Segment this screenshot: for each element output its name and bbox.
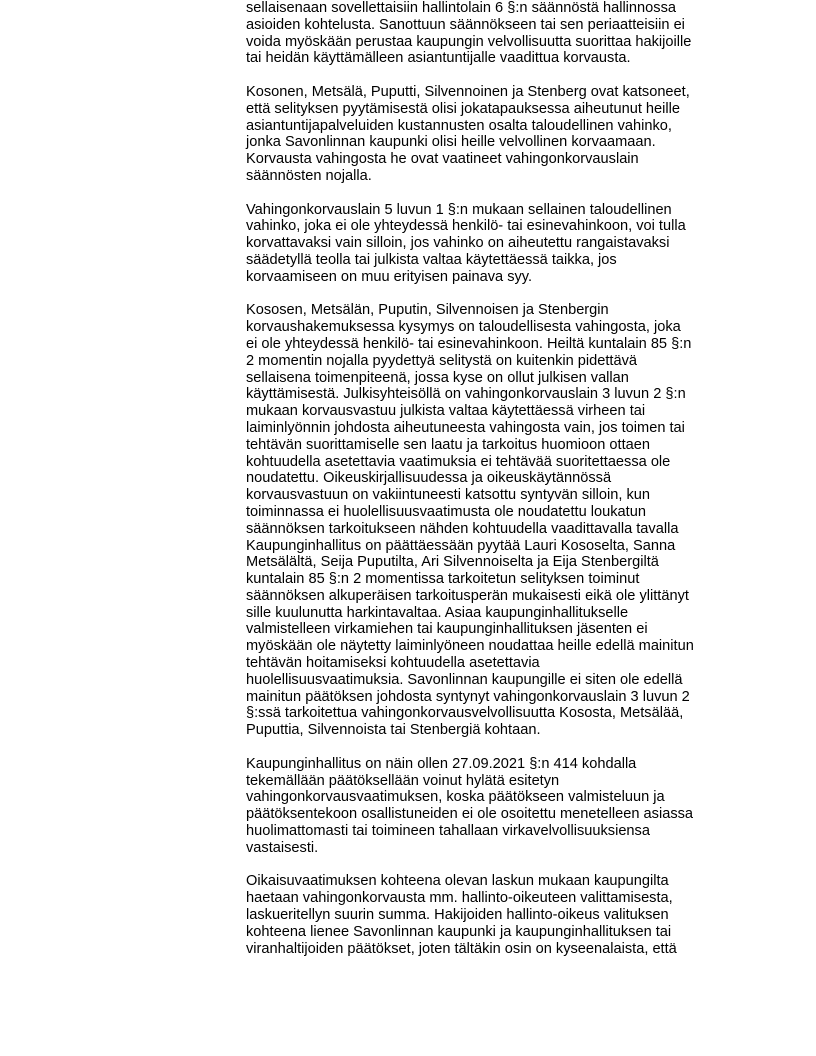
document-body xyxy=(246,0,746,957)
text-line: käyttämisestä. Julkisyhteisöllä on vahingonkorvauslain 3 luvun 2 §:n xyxy=(246,386,686,403)
text-line: vastaisesti. xyxy=(246,839,319,856)
text-line: sellaisenaan sovellettaisiin hallintolain 6 §:n säännöstä hallinnossa xyxy=(246,0,676,16)
text-line: laiminlyönnin johdosta aiheutuneesta vahingosta vain, jos toimen tai xyxy=(246,419,685,436)
text-line: mainitun päätöksen johdosta syntynyt vahingonkorvauslain 3 luvun 2 xyxy=(246,688,690,705)
text-line: säännöksen alkuperäisen tarkoitusperän mukaisesti eikä ole ylittänyt xyxy=(246,587,689,604)
text-line: sille kuulunutta harkintavaltaa. Asiaa kaupunginhallitukselle xyxy=(246,604,629,621)
text-line: Kosonen, Metsälä, Puputti, Silvennoinen ja Stenberg ovat katsoneet, xyxy=(246,83,690,100)
text-line: korvattavaksi vain silloin, jos vahinko on aiheutettu rangaistavaksi xyxy=(246,235,670,252)
text-line: jonka Savonlinnan kaupunki olisi heille velvollinen korvaamaan. xyxy=(246,134,656,151)
text-line: toiminnassa ei huolellisuusvaatimusta ole noudatettu loukatun xyxy=(246,503,646,520)
text-line: tehtävän hoitamiseksi kohtuudella asetettavia xyxy=(246,655,540,672)
text-line: tekemällään päätöksellään voinut hylätä esitetyn xyxy=(246,772,560,789)
text-line: viranhaltijoiden päätökset, joten tältäkin osin on kyseenalaista, että xyxy=(246,940,677,957)
text-line: noudatettu. Oikeuskirjallisuudessa ja oikeuskäytännössä xyxy=(246,470,612,487)
text-line: ei ole yhteydessä henkilö- tai esinevahinkoon. Heiltä kuntalain 85 §:n xyxy=(246,335,692,352)
text-line: mukaan korvausvastuu julkista valtaa käytettäessä virheen tai xyxy=(246,403,646,420)
text-line: valmistelleen virkamiehen tai kaupunginhallituksen jäsenten ei xyxy=(246,621,648,638)
text-line: säädetyllä teolla tai julkista valtaa käytettäessä taikka, jos xyxy=(246,251,617,268)
text-line: haetaan vahingonkorvausta mm. hallinto-oikeuteen valittamisesta, xyxy=(246,890,673,907)
paragraph-spacer xyxy=(246,286,746,303)
text-line: voida myöskään perustaa kaupungin velvollisuutta suorittaa hakijoille xyxy=(246,33,692,50)
paragraph xyxy=(246,302,746,739)
text-line: säännösten nojalla. xyxy=(246,167,372,184)
text-line: huolimattomasti tai toimineen tahallaan virkavelvollisuuksiensa xyxy=(246,823,650,840)
text-line: kohteena lienee Savonlinnan kaupunki ja kaupunginhallituksen tai xyxy=(246,923,672,940)
text-line: säännöksen tarkoitukseen nähden kohtuudella vaadittavalla tavalla xyxy=(246,520,679,537)
text-line: kuntalain 85 §:n 2 momentissa tarkoitetun selityksen toiminut xyxy=(246,571,640,588)
paragraph-spacer xyxy=(246,185,746,202)
text-line: Kaupunginhallitus on näin ollen 27.09.2021 §:n 414 kohdalla xyxy=(246,755,637,772)
text-line: korvaushakemuksessa kysymys on taloudellisesta vahingosta, joka xyxy=(246,319,681,336)
text-line: Puputtia, Silvennoista tai Stenbergiä kohtaan. xyxy=(246,722,541,739)
paragraph-spacer xyxy=(246,857,746,874)
text-line: laskueritellyn suurin summa. Hakijoiden hallinto-oikeus valituksen xyxy=(246,907,669,924)
text-line: 2 momentin nojalla pyydettyä selitystä on kuitenkin pidettävä xyxy=(246,352,638,369)
text-line: että selityksen pyytämisestä olisi jokatapauksessa aiheutunut heille xyxy=(246,100,681,117)
text-line: Vahingonkorvauslain 5 luvun 1 §:n mukaan sellainen taloudellinen xyxy=(246,201,672,218)
text-line: Metsälältä, Seija Puputilta, Ari Silvennoiselta ja Eija Stenbergiltä xyxy=(246,554,659,571)
paragraph xyxy=(246,756,746,857)
text-line: asiantuntijapalveluiden kustannusten osalta taloudellinen vahinko, xyxy=(246,117,672,134)
text-line: vahingonkorvausvaatimuksen, koska päätökseen valmisteluun ja xyxy=(246,789,665,806)
text-line: korvausvastuun on vakiintuneesti katsottu syntyvän silloin, kun xyxy=(246,487,650,504)
text-line: korvaamiseen on muu erityisen painava syy. xyxy=(246,268,533,285)
text-line: §:ssä tarkoitettua vahingonkorvausvelvollisuutta Kososta, Metsälää, xyxy=(246,705,684,722)
text-line: Kaupunginhallitus on päättäessään pyytää Lauri Kososelta, Sanna xyxy=(246,537,676,554)
text-line: Korvausta vahingosta he ovat vaatineet vahingonkorvauslain xyxy=(246,151,639,168)
paragraph-spacer xyxy=(246,67,746,84)
text-line: sellaisena toimenpiteenä, jossa kyse on ollut julkisen vallan xyxy=(246,369,629,386)
text-line: myöskään ole näytetty laiminlyöneen noudattaa heille edellä mainitun xyxy=(246,638,694,655)
paragraph xyxy=(246,202,746,286)
text-line: tai heidän käyttämälleen asiantuntijalle vaadittua korvausta. xyxy=(246,50,631,67)
paragraph-spacer xyxy=(246,739,746,756)
text-line: asioiden kohtelusta. Sanottuun säännökseen tai sen periaatteisiin ei xyxy=(246,16,685,33)
text-line: kohtuudella asetettavia vaatimuksia ei tehtävää suoritettaessa ole xyxy=(246,453,671,470)
text-line: huolellisuusvaatimuksia. Savonlinnan kaupungille ei siten ole edellä xyxy=(246,671,683,688)
paragraph xyxy=(246,0,746,67)
paragraph xyxy=(246,84,746,185)
text-line: vahinko, joka ei ole yhteydessä henkilö- tai esinevahinkoon, voi tulla xyxy=(246,218,686,235)
paragraph xyxy=(246,873,746,957)
text-line: Oikaisuvaatimuksen kohteena olevan laskun mukaan kaupungilta xyxy=(246,873,669,890)
text-line: Kososen, Metsälän, Puputin, Silvennoisen ja Stenbergin xyxy=(246,302,609,319)
text-line: päätöksentekoon osallistuneiden ei ole osoitettu menetelleen asiassa xyxy=(246,806,694,823)
text-line: tehtävän suorittamiselle sen laatu ja tarkoitus huomioon ottaen xyxy=(246,436,651,453)
